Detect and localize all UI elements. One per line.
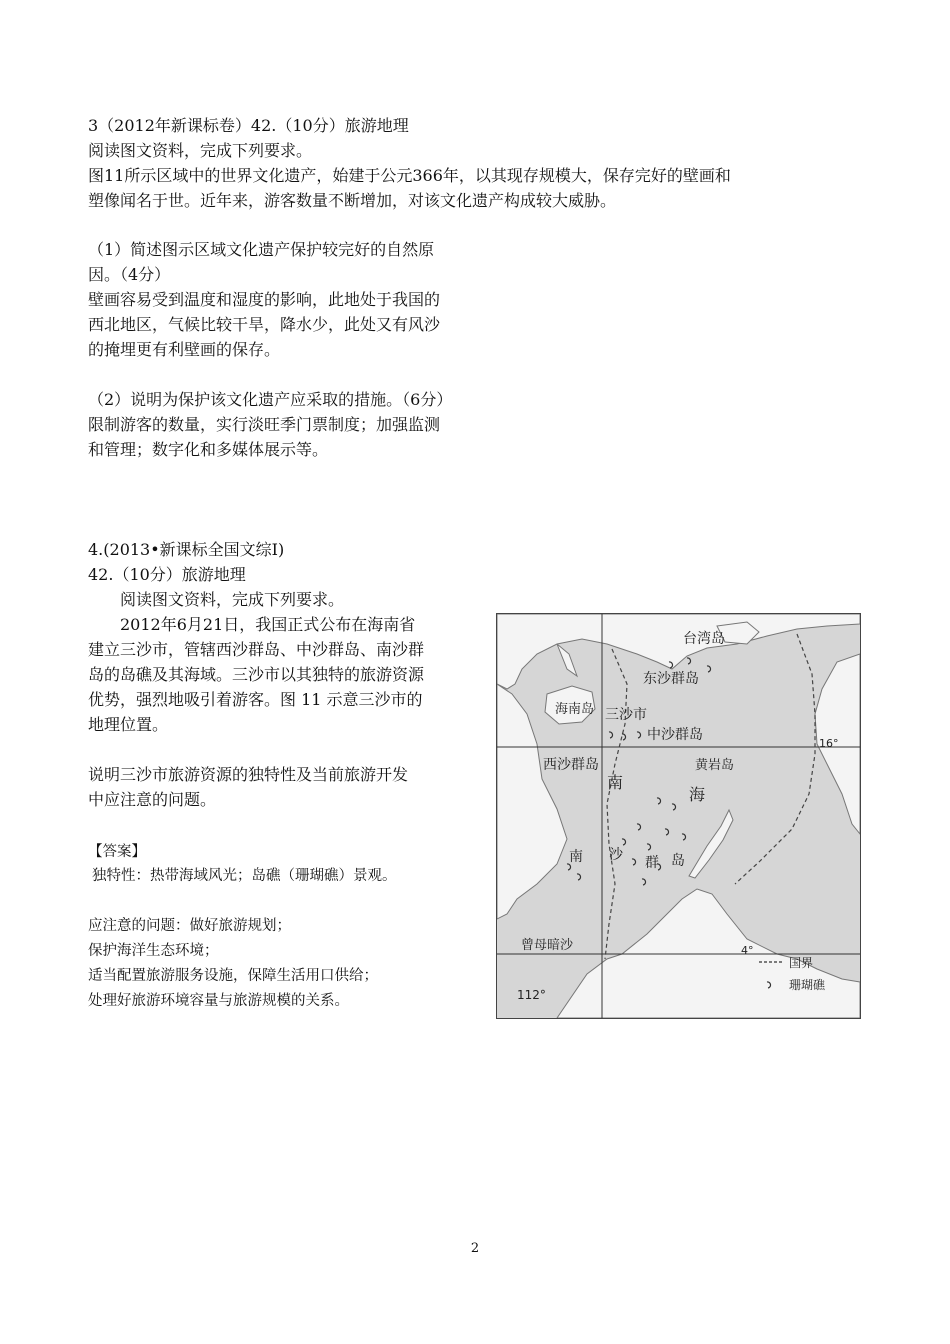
q3-sub2: （2）说明为保护该文化遗产应采取的措施。（6分）: [88, 390, 453, 409]
q4-answer2-line-1: 应注意的问题：做好旅游规划；: [88, 918, 291, 934]
q4-material-line-1: 2012年6月21日，我国正式公布在海南省: [120, 615, 416, 634]
label-dongsha: 东沙群岛: [643, 671, 699, 687]
label-zengmu: 曾母暗沙: [521, 938, 574, 953]
label-nansha-char-3: 群: [645, 855, 659, 871]
q4-material-line-2: 建立三沙市，管辖西沙群岛、中沙群岛、南沙群: [88, 640, 425, 659]
label-lat16: 16°: [819, 737, 839, 750]
q4-subheader: 42.（10分）旅游地理: [88, 565, 246, 584]
label-nansha-char-1: 南: [569, 849, 583, 865]
q4-material-line-5: 地理位置。: [88, 715, 169, 734]
q3-instruction: 阅读图文资料，完成下列要求。: [88, 141, 313, 160]
label-sansha: 三沙市: [605, 707, 647, 723]
label-nansha-char-4: 岛: [671, 853, 685, 869]
label-sea-char-1: 南: [607, 773, 624, 792]
q4-header: 4.(2013•新课标全国文综Ⅰ): [88, 540, 285, 559]
label-nansha-char-2: 沙: [609, 847, 623, 863]
page-number: 2: [470, 1241, 480, 1256]
label-zhongsha: 中沙群岛: [647, 727, 703, 743]
label-hainan: 海南岛: [555, 702, 595, 717]
label-sea-char-2: 海: [689, 785, 706, 804]
q3-ans1-line-3: 的掩埋更有利壁画的保存。: [88, 340, 281, 359]
q3-ans1-line-1: 壁画容易受到温度和湿度的影响，此地处于我国的: [88, 290, 441, 309]
q4-answer-label: 【答案】: [88, 844, 146, 860]
q3-sub1-line-1: （1）简述图示区域文化遗产保护较完好的自然原: [88, 240, 435, 259]
q4-answer2-line-3: 适当配置旅游服务设施，保障生活用口供给；: [88, 968, 378, 984]
legend-reef-label: 珊瑚礁: [789, 978, 826, 992]
q4-instruction: 阅读图文资料，完成下列要求。: [120, 590, 345, 609]
sansha-map: [496, 613, 861, 1019]
label-taiwan: 台湾岛: [683, 631, 725, 647]
q4-question-line-1: 说明三沙市旅游资源的独特性及当前旅游开发: [88, 765, 409, 784]
label-xisha: 西沙群岛: [543, 757, 599, 773]
q4-question-line-2: 中应注意的问题。: [88, 790, 217, 809]
q3-ans2-line-2: 和管理；数字化和多媒体展示等。: [88, 440, 329, 459]
q3-material-line-2: 塑像闻名于世。近年来，游客数量不断增加，对该文化遗产构成较大威胁。: [88, 191, 617, 210]
q4-answer2-line-4: 处理好旅游环境容量与旅游规模的关系。: [88, 993, 349, 1009]
q4-material-line-4: 优势，强烈地吸引着游客。图 11 示意三沙市的: [88, 690, 423, 709]
q3-sub1-line-2: 因。（4分）: [88, 265, 171, 284]
legend-border-label: 国界: [789, 956, 814, 970]
q3-header: 3（2012年新课标卷）42.（10分）旅游地理: [88, 116, 409, 135]
label-lon112: 112°: [517, 988, 546, 1002]
q4-material-line-3: 岛的岛礁及其海域。三沙市以其独特的旅游资源: [88, 665, 425, 684]
label-huangyan: 黄岩岛: [695, 758, 735, 773]
q3-ans2-line-1: 限制游客的数量，实行淡旺季门票制度；加强监测: [88, 415, 441, 434]
q3-material-line-1: 图11所示区域中的世界文化遗产，始建于公元366年，以其现存规模大，保存完好的壁画和: [88, 166, 731, 185]
q3-ans1-line-2: 西北地区，气候比较干旱，降水少，此处又有风沙: [88, 315, 441, 334]
q4-answer2-line-2: 保护海洋生态环境；: [88, 943, 219, 959]
q4-answer-line-1: 独特性：热带海域风光；岛礁（珊瑚礁）景观。: [92, 868, 397, 884]
label-lat4: 4°: [741, 944, 754, 957]
